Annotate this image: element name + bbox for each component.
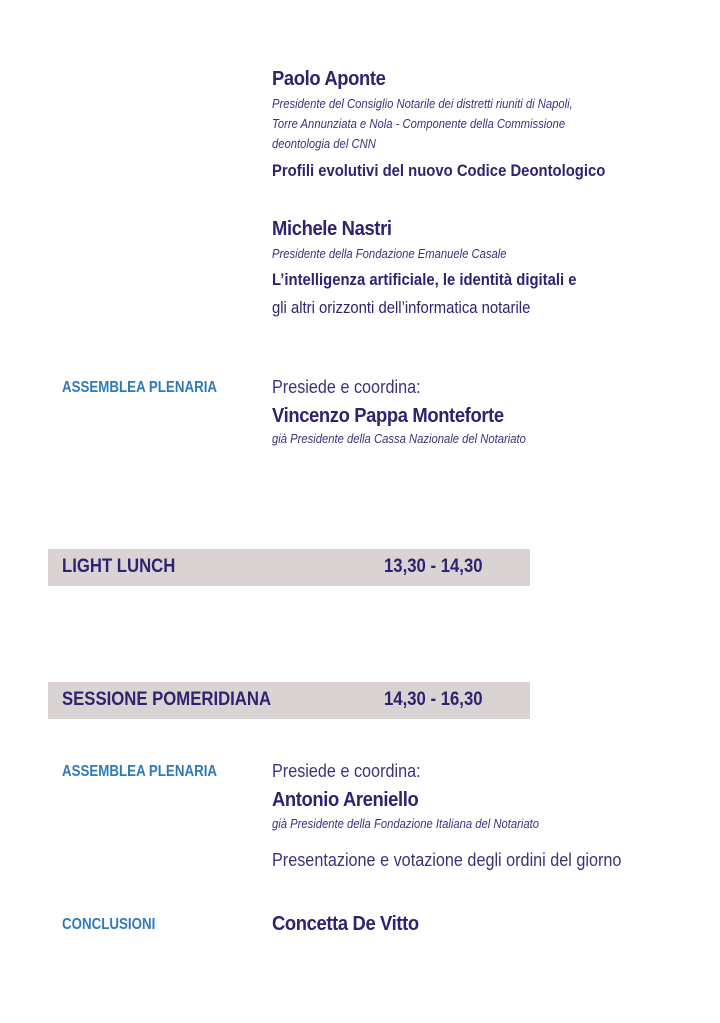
section-label-conclusions: CONCLUSIONI [62,916,156,933]
agenda-item: Presentazione e votazione degli ordini del giorno [272,850,622,870]
conclusions-speaker-name: Concetta De Vitto [272,913,419,935]
speaker-name: Paolo Aponte [272,68,386,90]
speaker-role-line: deontologia del CNN [272,137,376,151]
lunch-band [48,549,530,586]
afternoon-session-band [48,682,530,719]
chair-name: Antonio Areniello [272,789,419,811]
talk-title [272,266,610,322]
lunch-time: 13,30 - 14,30 [384,556,483,577]
chair-name: Vincenzo Pappa Monteforte [272,405,504,427]
lunch-title: LIGHT LUNCH [62,556,176,577]
afternoon-session-time: 14,30 - 16,30 [384,689,483,710]
speaker-role [272,94,641,154]
speaker-role [272,244,641,264]
talk-title-line: gli altri orizzonti dell’informatica notarile [272,299,531,317]
afternoon-session-title: SESSIONE POMERIDIANA [62,689,272,710]
talk-title: Profili evolutivi del nuovo Codice Deontologico [272,162,606,180]
speaker-role-line: Presidente della Fondazione Emanuele Casale [272,247,507,261]
section-label-plenary: ASSEMBLEA PLENARIA [62,379,218,396]
chair-role: già Presidente della Cassa Nazionale del Notariato [272,432,526,446]
chair-role: già Presidente della Fondazione Italiana del Notariato [272,817,540,831]
speaker-role-line: Presidente del Consiglio Notarile dei distretti riuniti di Napoli, [272,97,573,111]
section-label-plenary: ASSEMBLEA PLENARIA [62,763,218,780]
chair-intro: Presiede e coordina: [272,377,421,397]
speaker-name: Michele Nastri [272,218,392,240]
speaker-role-line: Torre Annunziata e Nola - Componente della Commissione [272,117,566,131]
chair-intro: Presiede e coordina: [272,761,421,781]
talk-title-line: L’intelligenza artificiale, le identità digitali e [272,271,577,289]
